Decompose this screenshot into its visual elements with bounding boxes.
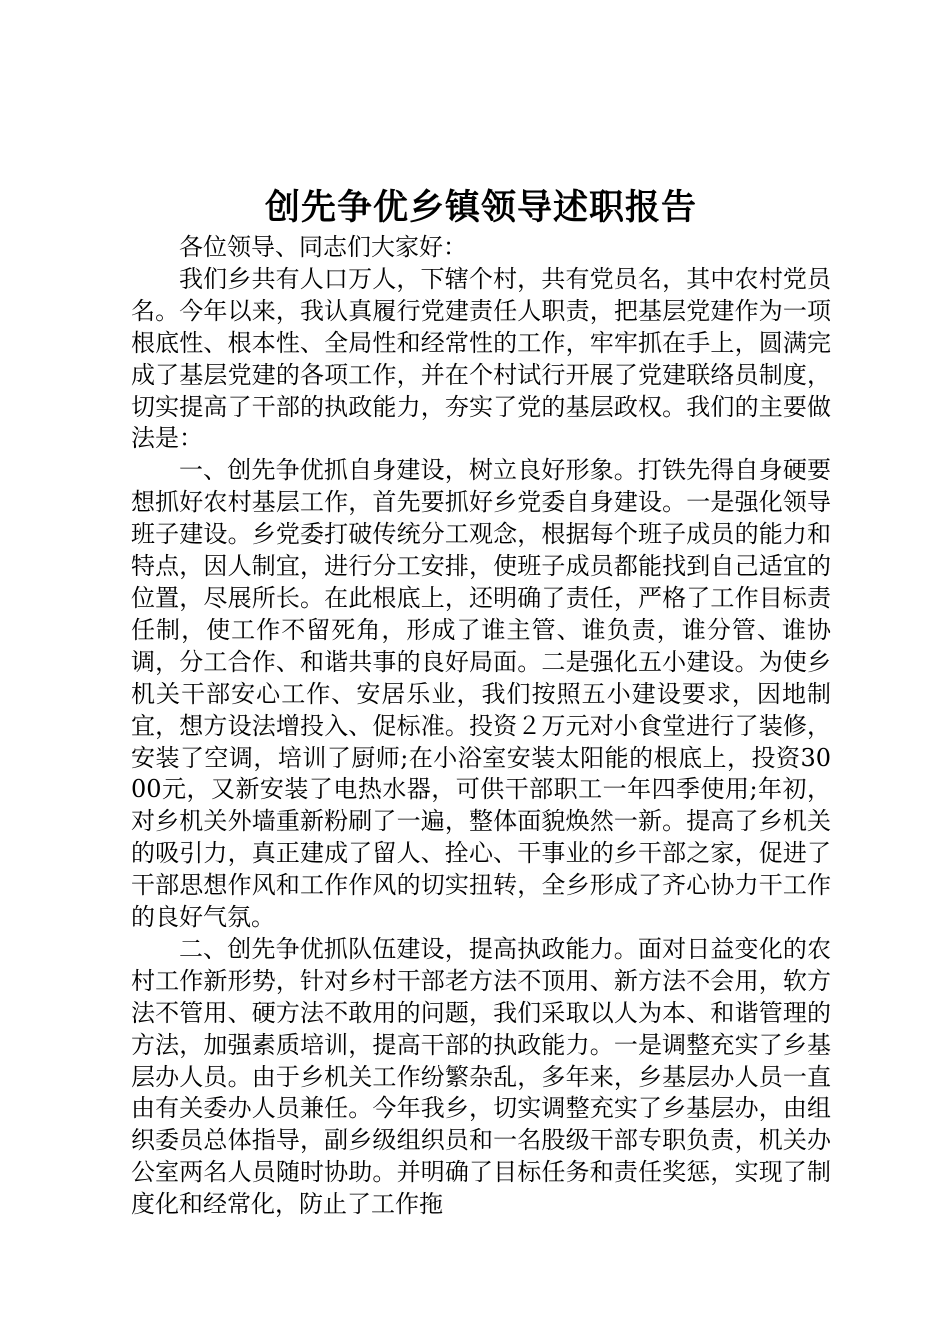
document-title: 创先争优乡镇领导述职报告 xyxy=(264,187,697,228)
document-body xyxy=(131,232,831,1221)
intro-paragraph: 我们乡共有人口万人，下辖个村，共有党员名，其中农村党员名。今年以来，我认真履行党建责任人职责，把基层党建作为一项根底性、根本性、全局性和经常性的工作，牢牢抓在手上，圆满完成了基层党建的各项工作，并在个村试行开展了党建联络员制度，切实提高了干部的执政能力，夯实了党的基层政权。我们的主要做法是： xyxy=(131,264,831,453)
greeting-paragraph: 各位领导、同志们大家好： xyxy=(179,233,467,261)
section-two-paragraph: 二、创先争优抓队伍建设，提高执政能力。面对日益变化的农村工作新形势，针对乡村干部老方法不顶用、新方法不会用，软方法不管用、硬方法不敢用的问题，我们采取以人为本、和谐管理的方法，加强素质培训，提高干部的执政能力。一是调整充实了乡基层办人员。由于乡机关工作纷繁杂乱，多年来，乡基层办人员一直由有关委办人员兼任。今年我乡，切实调整充实了乡基层办，由组织委员总体指导，副乡级组织员和一名股级干部专职负责，机关办公室两名人员随时协助。并明确了目标任务和责任奖惩，实现了制度化和经常化，防止了工作拖 xyxy=(131,934,831,1219)
section-one-paragraph: 一、创先争优抓自身建设，树立良好形象。打铁先得自身硬要想抓好农村基层工作，首先要抓好乡党委自身建设。一是强化领导班子建设。乡党委打破传统分工观念，根据每个班子成员的能力和特点，因人制宜，进行分工安排，使班子成员都能找到自己适宜的位置，尽展所长。在此根底上，还明确了责任，严格了工作目标责任制，使工作不留死角，形成了谁主管、谁负责，谁分管、谁协调，分工合作、和谐共事的良好局面。二是强化五小建设。为使乡机关干部安心工作、安居乐业，我们按照五小建设要求，因地制宜，想方设法增投入、促标准。投资２万元对小食堂进行了装修，安装了空调，培训了厨师;在小浴室安装太阳能的根底上，投资3000元，又新安装了电热水器，可供干部职工一年四季使用;年初，对乡机关外墙重新粉刷了一遍，整体面貌焕然一新。提高了乡机关的吸引力，真正建成了留人、拴心、干事业的乡干部之家，促进了干部思想作风和工作作风的切实扭转，全乡形成了齐心协力干工作的良好气氛。 xyxy=(131,456,831,932)
